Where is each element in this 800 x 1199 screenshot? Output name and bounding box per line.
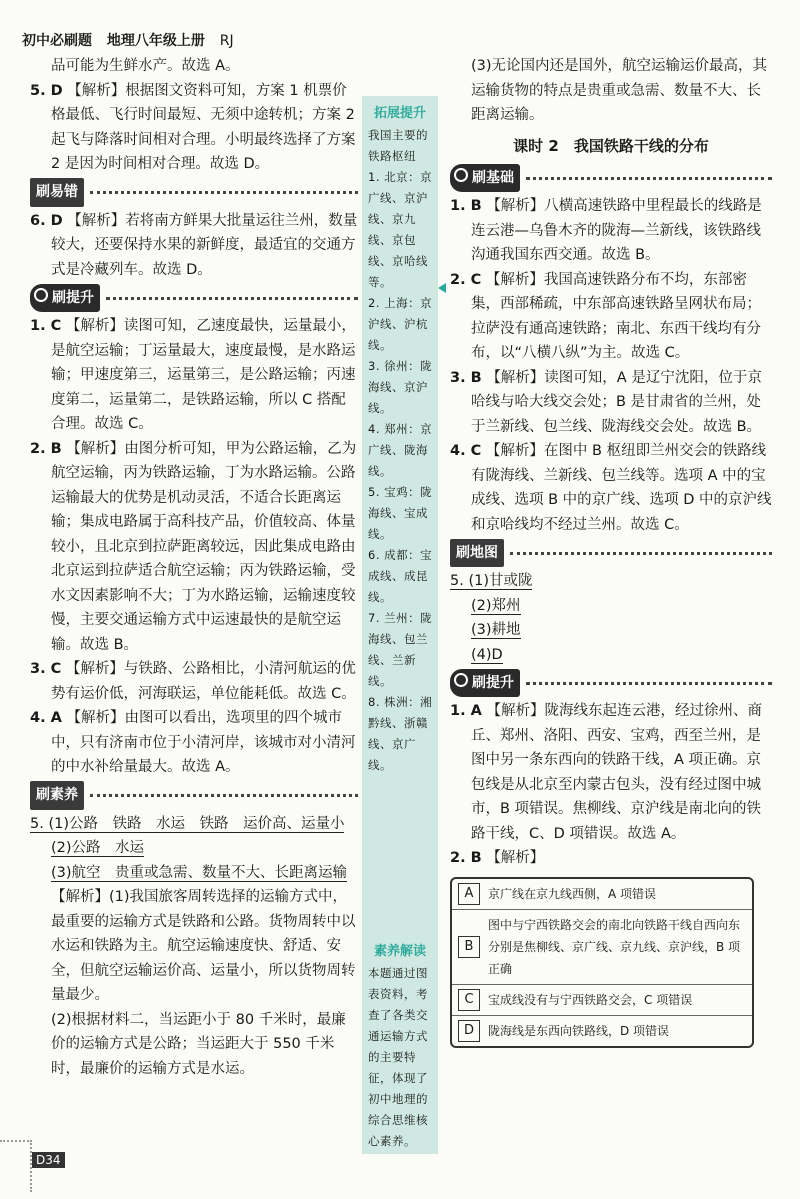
answer-b3 [450,366,772,440]
side-note-item: 2. 上海：京沪线、沪杭线。 [368,296,433,352]
answer-s5-explain-1: 【解析】(1)我国旅客周转选择的运输方式中，最重要的运输方式是铁路和公路。货物周转中以水运和铁路为主。航空运输速度快、舒适、安全，但航空运输运价高、运量小，所以货物周转量最少。 [51,889,356,1003]
side-note-item: 5. 宝鸡：陇海线、宝成线。 [368,485,433,541]
answer-text: (3)航空 贵重或急需、数量不大、长距离运输 [51,864,348,881]
answer-text: (2)郑州 [471,597,521,614]
answer-s5-2 [30,836,358,861]
dotted-divider [90,794,358,797]
option-analysis: 图中与宁西铁路交会的南北向铁路干线自西向东分别是焦柳线、京广线、京九线、京沪线，B 项正确 [488,917,741,976]
option-analysis: 宝成线没有与宁西铁路交会，C 项错误 [488,992,693,1007]
series-title: 初中必刷题 [22,33,92,49]
answer-s5-3 [30,861,358,886]
side-note-item: 1. 北京：京广线、京沪线、京九线、京包线、京哈线等。 [368,170,433,289]
side-note-panel [362,96,438,1154]
option-analysis: 京广线在京九线西侧，A 项错误 [488,886,657,901]
section-tag: 刷易错 [30,178,84,207]
section-ditu [450,539,772,567]
dotted-divider [106,297,358,300]
answer-m5-4 [450,643,772,668]
side-note-title: 素养解读 [373,944,426,959]
answer-text: (3)耕地 [471,622,521,638]
section-tisheng-2 [450,669,772,697]
section-label: 刷提升 [472,674,514,691]
answer-m5-3 [450,618,772,643]
left-column [30,54,358,1081]
answer-t3 [30,657,358,706]
answer-text: 【解析】若将南方鲜果大批量运往兰州，数量较大，还要保持水果的新鲜度，最适宜的交通方式是冷藏列车。故选 D。 [51,212,358,278]
section-tag: 刷地图 [450,539,504,568]
option-letter: B [458,936,480,958]
answer-text: 【解析】 [486,850,545,866]
option-analysis: 陇海线是东西向铁路线，D 项错误 [488,1023,670,1038]
book-title: 地理八年级上册 [106,33,205,49]
option-letter: A [458,883,480,905]
answer-6 [30,209,358,283]
answer-text: 5. (1)甘或陇 [450,573,533,589]
answer-text: (4)D [471,646,503,663]
answer-number: 2. B [450,850,482,866]
brush-icon [454,168,468,182]
side-note-item: 4. 郑州：京广线、陇海线。 [368,422,433,478]
answer-text: 【解析】读图可知，A 是辽宁沈阳，位于京哈线与哈大线交会处；B 是甘肃省的兰州，处于兰新线、包兰线、陇海线交会处。故选 B。 [471,369,762,435]
answer-text: 【解析】根据图文资料可知，方案 1 机票价格最低、飞行时间最短、无须中途转机；方案 2 起飞与降落时间相对合理。小明最终选择了方案 2 是因为时间相对合理。故选 D。 [51,82,356,172]
answer-b1 [450,194,772,268]
dotted-divider [526,682,772,685]
analysis-table [450,877,754,1048]
answer-number: 3. C [30,661,62,677]
pointer-arrow-icon [438,283,446,293]
section-label: 刷提升 [52,289,94,306]
answer-text: 【解析】与铁路、公路相比，小清河航运的优势有运价低，河海联运，单位能耗低。故选 C。 [51,661,356,702]
answer-text: (2)公路 水运 [51,840,145,856]
page-corner-decoration [0,1140,32,1192]
answer-text: 【解析】我国高速铁路分布不均，东部密集，西部稀疏，中东部高速铁路呈网状布局；拉萨没有通高速铁路；南北、东西干线均有分布，以“八横八纵”为主。故选 C。 [471,271,761,361]
answer-t4 [30,706,358,780]
side-note-text [362,959,438,1152]
dotted-divider [526,177,772,180]
answer-s5-1 [30,812,358,837]
page-header [22,30,244,50]
section-label: 刷基础 [472,169,514,186]
answer-m5-1 [450,569,772,594]
section-yicuo [30,179,358,207]
answer-number: 4. A [30,710,62,726]
answer-text: 5. (1)公路 铁路 水运 铁路 运价高、运量小 [30,815,345,832]
side-note-intro: 我国主要的铁路枢纽 [368,128,428,163]
section-tag [450,669,520,698]
answer-p2 [450,846,772,871]
section-tag: 刷素养 [30,781,84,810]
option-letter: C [458,989,480,1011]
answer-continuation: (3)无论国内还是国外，航空运输运价最高，其运输货物的特点是贵重或急需、数量不大、长距离运输。 [471,58,768,123]
side-note-item: 7. 兰州：陇海线、包兰线、兰新线。 [368,611,433,688]
side-note-paragraph: 本题通过图表资料，考查了各类交通运输方式的主要特征，体现了初中地理的综合思维核心素养。 [368,966,428,1148]
brush-icon [454,673,468,687]
answer-text: 【解析】由图分析可知，甲为公路运输，乙为航空运输，丙为铁路运输，丁为水路运输。公路运输最大的优势是机动灵活，不适合长距离运输；集成电路属于高科技产品，价值较高、体量较小，且北京到拉萨距离较远，因此集成电路由北京运到拉萨适合航空运输；丙为铁路运输，受水文因素影响不大；丁为水路运输，运输速度较慢，主要交通运输方式中运速最快的是航空运输。故选 B。 [51,440,357,653]
answer-text: 【解析】八横高速铁路中里程最长的线路是连云港—乌鲁木齐的陇海—兰新线，该铁路线沟通我国东西交通。故选 B。 [471,198,762,263]
answer-number: 5. D [30,82,63,99]
side-note-item: 3. 徐州：陇海线、京沪线。 [368,359,433,415]
answer-number: 3. B [450,369,482,386]
answer-text: 【解析】陇海线东起连云港，经过徐州、商丘、郑州、洛阳、西安、宝鸡，西至兰州，是图中另一条东西向的铁路干线，A 项正确。京包线是从北京至内蒙古包头，没有经过图中城市，B 项错误。焦柳线、京沪线是南北向的铁路干线，C、D 项错误。故选 A。 [471,703,762,842]
side-note-item: 8. 株洲：湘黔线、浙赣线、京广线。 [368,695,433,772]
answer-t2 [30,437,358,658]
answer-number: 6. D [30,212,63,229]
answer-text: 【解析】读图可知，乙速度最快，运量最小，是航空运输；丁运量最大，速度最慢，是水路运输；甲速度第三，运量第三，是公路运输；丙速度第二，运量第二，是铁路运输，所以 C 搭配合理。故选 C。 [51,318,356,432]
answer-continuation: 品可能为生鲜水产。故选 A。 [51,58,240,74]
analysis-row [452,910,752,985]
right-column [450,54,772,1048]
option-letter: D [458,1020,480,1042]
answer-number: 1. A [450,703,482,719]
answer-s5-explain-2: (2)根据材料二，当运距小于 80 千米时，最廉价的运输方式是公路；当运距大于 550 千米时，最廉价的运输方式是水运。 [51,1011,346,1077]
analysis-row [452,879,752,910]
section-jichu [450,164,772,192]
answer-t1 [30,314,358,437]
section-tag [30,284,100,313]
section-tag [450,164,520,193]
analysis-row [452,1016,752,1046]
side-note-item: 6. 成都：宝成线、成昆线。 [368,548,433,604]
section-suyang [30,782,358,810]
answer-m5-2 [450,594,772,619]
side-note-text [362,121,438,776]
answer-text: 【解析】由图可以看出，选项里的四个城市中，只有济南市位于小清河岸，该城市对小清河的中水补给量最大。故选 A。 [51,710,356,775]
answer-number: 2. B [30,440,62,457]
answer-b2 [450,268,772,366]
side-note-title: 拓展提升 [373,106,426,121]
dotted-divider [90,191,358,194]
brush-icon [34,288,48,302]
lesson-title: 课时 2 我国铁路干线的分布 [513,136,709,155]
answer-text: 【解析】在图中 B 枢纽即兰州交会的铁路线有陇海线、兰新线、包兰线等。选项 A 中的宝成线、选项 B 中的京广线、选项 D 中的京沪线和京哈线均不经过兰州。故选 C。 [471,443,772,533]
analysis-row [452,985,752,1016]
answer-p1 [450,699,772,846]
edition-tag: RJ [219,33,234,49]
answer-5 [30,79,358,177]
answer-number: 4. C [450,443,482,459]
answer-number: 2. C [450,271,482,288]
answer-b4 [450,439,772,537]
answer-number: 1. C [30,318,62,334]
page-number: D34 [32,1152,65,1168]
answer-number: 1. B [450,198,482,214]
section-tisheng [30,284,358,312]
side-note-block-2 [362,934,438,1152]
dotted-divider [510,552,772,555]
